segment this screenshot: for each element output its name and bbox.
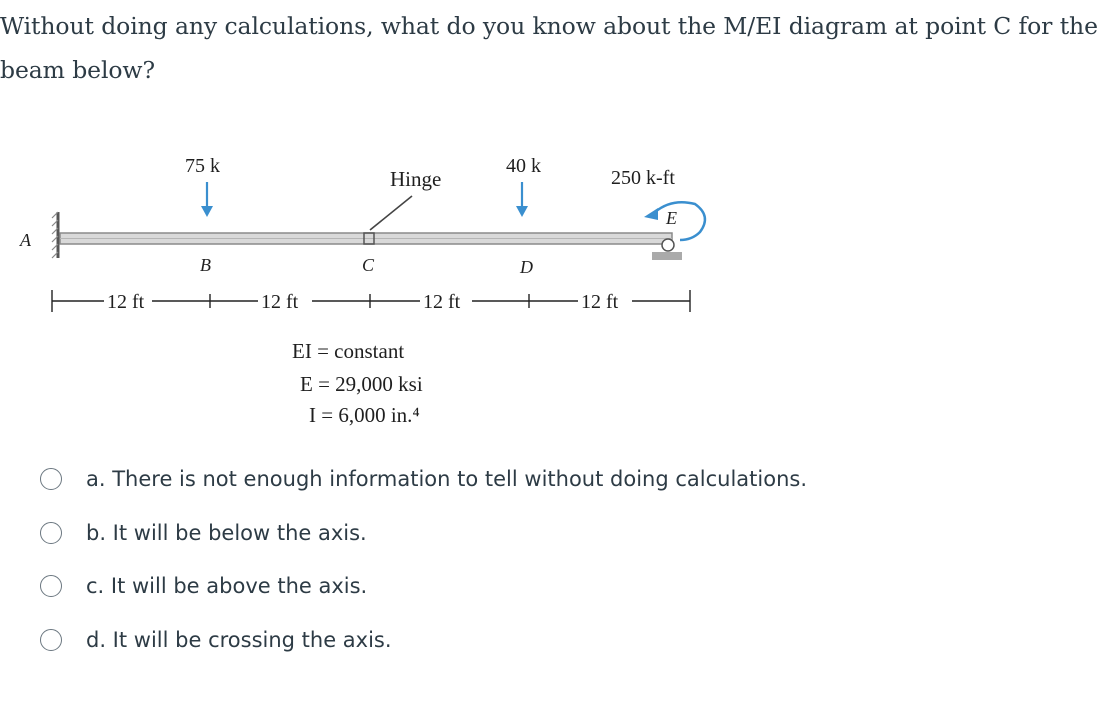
- question-text: Without doing any calculations, what do you know about the M/EI diagram at point C for the beam below?: [0, 12, 1098, 84]
- answer-options: [40, 452, 807, 667]
- radio-button-a[interactable]: [40, 468, 62, 490]
- load-arrow-b: [201, 182, 213, 217]
- span-label-1: 12 ft: [107, 291, 145, 313]
- property-e: E = 29,000 ksi: [300, 372, 423, 396]
- span-label-4: 12 ft: [581, 291, 619, 313]
- answer-label-b: b. It will be below the axis.: [86, 520, 367, 545]
- radio-button-c[interactable]: [40, 575, 62, 597]
- answer-option-b[interactable]: [40, 506, 807, 560]
- moment-arrow-head: [644, 208, 658, 220]
- point-label-a: A: [20, 230, 31, 250]
- point-label-b: B: [200, 255, 211, 275]
- roller-support: [662, 239, 674, 251]
- hinge-pointer-line: [370, 196, 412, 230]
- answer-label-d: d. It will be crossing the axis.: [86, 627, 392, 652]
- load-label-d: 40 k: [506, 155, 541, 177]
- answer-option-a[interactable]: [40, 452, 807, 506]
- hinge-label: Hinge: [390, 167, 442, 191]
- load-arrow-d: [516, 182, 528, 217]
- answer-label-a: a. There is not enough information to tell without doing calculations.: [86, 466, 807, 491]
- property-i: I = 6,000 in.⁴: [309, 403, 420, 427]
- answer-label-c: c. It will be above the axis.: [86, 574, 368, 599]
- load-label-b: 75 k: [185, 155, 220, 177]
- point-label-e: E: [666, 208, 677, 228]
- span-label-2: 12 ft: [261, 291, 299, 313]
- roller-ground: [652, 252, 682, 260]
- property-ei: EI = constant: [292, 339, 405, 363]
- beam-figure: [0, 140, 740, 440]
- span-label-3: 12 ft: [423, 291, 461, 313]
- moment-label-e: 250 k-ft: [611, 167, 675, 189]
- point-label-d: D: [520, 257, 533, 277]
- radio-button-d[interactable]: [40, 629, 62, 651]
- beam-diagram: [0, 140, 740, 440]
- answer-option-c[interactable]: [40, 559, 807, 613]
- radio-button-b[interactable]: [40, 522, 62, 544]
- answer-option-d[interactable]: [40, 613, 807, 667]
- point-label-c: C: [362, 255, 375, 275]
